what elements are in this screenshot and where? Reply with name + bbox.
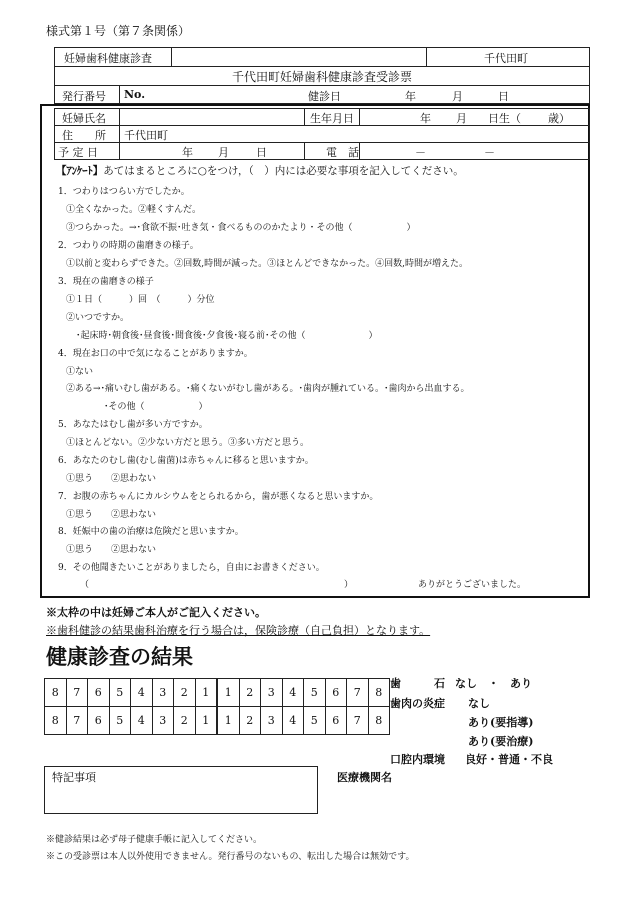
age-label: 歳） — [548, 112, 570, 125]
tooth-cell[interactable]: 1 — [217, 679, 239, 707]
gum-none[interactable]: なし — [468, 697, 490, 710]
tooth-cell[interactable]: 3 — [152, 679, 174, 707]
form-title: 千代田町妊婦歯科健康診査受診票 — [231, 70, 412, 84]
tooth-cell[interactable]: 6 — [88, 707, 110, 735]
tooth-cell[interactable]: 7 — [347, 707, 369, 735]
survey-intro-tag: 【ｱﾝｹｰﾄ】 — [56, 165, 104, 177]
due-year: 年 — [182, 146, 193, 159]
free-comment-open: （ — [80, 580, 90, 590]
tooth-cell[interactable]: 6 — [88, 679, 110, 707]
survey-line: 2．つわりの時期の歯磨きの様子。 — [58, 241, 199, 251]
tooth-cell[interactable]: 4 — [131, 679, 153, 707]
tooth-cell[interactable]: 2 — [174, 707, 196, 735]
phone-label: 電 話 — [326, 146, 359, 159]
oral-env-options[interactable]: 良好・普通・不良 — [465, 753, 553, 766]
survey-intro-text: あてはまるところに○をつけ，（ ）内には必要な事項を記入してください。 — [103, 165, 464, 177]
remarks-label: 特記事項 — [52, 771, 96, 784]
survey-option[interactable]: ･起床時･朝食後･昼食後･間食後･夕食後･寝る前･その他（ ） — [76, 331, 378, 341]
exam-type: 妊婦歯科健康診査 — [64, 52, 152, 65]
note-frame: ※太枠の中は妊婦ご本人がご記入ください。 — [46, 606, 266, 619]
birth-month: 月 — [456, 112, 467, 125]
survey-option[interactable]: ②ある→･痛いむし歯がある。･痛くないがむし歯がある。･歯肉が腫れている。･歯肉から出血する。 — [66, 384, 470, 394]
results-heading: 健康診査の結果 — [46, 645, 193, 669]
tooth-cell[interactable]: 2 — [239, 707, 261, 735]
teeth-row-upper — [45, 679, 390, 707]
survey-line: 7．お腹の赤ちゃんにカルシウムをとられるから，歯が悪くなると思いますか。 — [58, 492, 379, 502]
calculus-options[interactable]: なし ・ あり — [455, 677, 532, 690]
tooth-cell[interactable]: 1 — [195, 707, 217, 735]
due-date-label: 予 定 日 — [58, 146, 98, 159]
issue-no-label: 発行番号 — [62, 90, 106, 103]
oral-env-label: 口腔内環境 — [390, 753, 445, 766]
footer-note-2: ※この受診票は本人以外使用できません。発行番号のないもの、転出した場合は無効です。 — [46, 852, 415, 862]
clinic-label: 医療機関名 — [337, 771, 392, 784]
name-label: 妊婦氏名 — [62, 112, 106, 125]
tooth-cell[interactable]: 6 — [325, 679, 347, 707]
tooth-cell[interactable]: 5 — [109, 679, 131, 707]
free-comment-field[interactable] — [92, 575, 342, 589]
survey-option[interactable]: ①ほとんどない。②少ない方だと思う。③多い方だと思う。 — [66, 438, 310, 448]
tooth-cell[interactable]: 8 — [45, 707, 67, 735]
tooth-cell[interactable]: 2 — [239, 679, 261, 707]
survey-option[interactable]: ①全くなかった。②軽くすんだ。 — [66, 205, 202, 215]
exam-year: 年 — [405, 90, 416, 103]
tooth-cell[interactable]: 1 — [195, 679, 217, 707]
tooth-cell[interactable]: 4 — [282, 679, 304, 707]
gum-label: 歯肉の炎症 — [390, 697, 445, 710]
note-insurance: ※歯科健診の結果歯科治療を行う場合は，保険診療（自己負担）となります。 — [46, 624, 431, 637]
teeth-chart — [44, 678, 390, 735]
tooth-cell[interactable]: 4 — [282, 707, 304, 735]
tooth-cell[interactable]: 7 — [347, 679, 369, 707]
survey-option[interactable]: ①思う ②思わない — [66, 510, 157, 520]
tooth-cell[interactable]: 5 — [304, 707, 326, 735]
name-field[interactable] — [124, 108, 304, 126]
survey-line: 6．あなたのむし歯(むし歯菌)は赤ちゃんに移ると思いますか。 — [58, 456, 314, 466]
survey-option[interactable]: ①１日（ ）回 （ ）分位 — [66, 295, 215, 305]
survey-line: 1．つわりはつらい方でしたか。 — [58, 187, 190, 197]
address-field[interactable]: 千代田町 — [124, 129, 168, 142]
tooth-cell[interactable]: 8 — [368, 707, 390, 735]
survey-option[interactable]: ･その他（ ） — [104, 402, 208, 412]
calculus-label: 歯 石 — [390, 677, 445, 690]
exam-month: 月 — [452, 90, 463, 103]
birth-day-suffix: 日生（ — [488, 112, 521, 125]
tooth-cell[interactable]: 7 — [66, 679, 88, 707]
survey-line: 5．あなたはむし歯が多い方ですか。 — [58, 420, 208, 430]
tooth-cell[interactable]: 3 — [152, 707, 174, 735]
phone-dash-2: － — [484, 146, 495, 159]
tooth-cell[interactable]: 4 — [131, 707, 153, 735]
survey-option[interactable]: ①ない — [66, 367, 94, 377]
survey-option[interactable]: ②いつですか。 — [66, 313, 130, 323]
survey-line: 8．妊娠中の歯の治療は危険だと思いますか。 — [58, 527, 244, 537]
tooth-cell[interactable]: 6 — [325, 707, 347, 735]
tooth-cell[interactable]: 7 — [66, 707, 88, 735]
tooth-cell[interactable]: 3 — [261, 707, 283, 735]
free-comment-close: ） — [344, 580, 354, 590]
teeth-row-lower — [45, 707, 390, 735]
tooth-cell[interactable]: 2 — [174, 679, 196, 707]
exam-day: 日 — [498, 90, 509, 103]
survey-line: 3．現在の歯磨きの様子 — [58, 277, 154, 287]
footer-note-1: ※健診結果は必ず母子健康手帳に記入してください。 — [46, 835, 263, 845]
birth-label: 生年月日 — [310, 112, 354, 125]
gum-guidance[interactable]: あり(要指導) — [468, 716, 534, 729]
survey-option[interactable]: ①思う ②思わない — [66, 545, 157, 555]
tooth-cell[interactable]: 5 — [304, 679, 326, 707]
thanks-text: ありがとうございました。 — [418, 580, 527, 590]
form-label: 様式第１号（第７条関係） — [46, 24, 191, 38]
survey-intro — [56, 163, 464, 178]
survey-option[interactable]: ①以前と変わらずできた。②回数,時間が減った。③ほとんどできなかった。④回数,時間が増えた。 — [66, 259, 468, 269]
phone-dash-1: － — [415, 146, 426, 159]
due-day: 日 — [256, 146, 267, 159]
tooth-cell[interactable]: 5 — [109, 707, 131, 735]
address-label: 住 所 — [62, 129, 106, 142]
exam-date-label: 健診日 — [308, 90, 341, 103]
survey-option[interactable]: ③つらかった。→･食欲不振･吐き気・食べるもののかたより・その他（ ） — [66, 223, 416, 233]
tooth-cell[interactable]: 8 — [368, 679, 390, 707]
survey-line: 9．その他聞きたいことがありましたら，自由にお書きください。 — [58, 563, 325, 573]
survey-option[interactable]: ①思う ②思わない — [66, 474, 157, 484]
town-name: 千代田町 — [484, 52, 528, 65]
tooth-cell[interactable]: 3 — [261, 679, 283, 707]
birth-year: 年 — [420, 112, 431, 125]
survey-line: 4．現在お口の中で気になることがありますか。 — [58, 349, 253, 359]
gum-treatment[interactable]: あり(要治療) — [468, 735, 534, 748]
tooth-cell[interactable]: 8 — [45, 679, 67, 707]
issue-no-field[interactable]: No. — [124, 88, 146, 101]
tooth-cell[interactable]: 1 — [217, 707, 239, 735]
due-month: 月 — [218, 146, 229, 159]
